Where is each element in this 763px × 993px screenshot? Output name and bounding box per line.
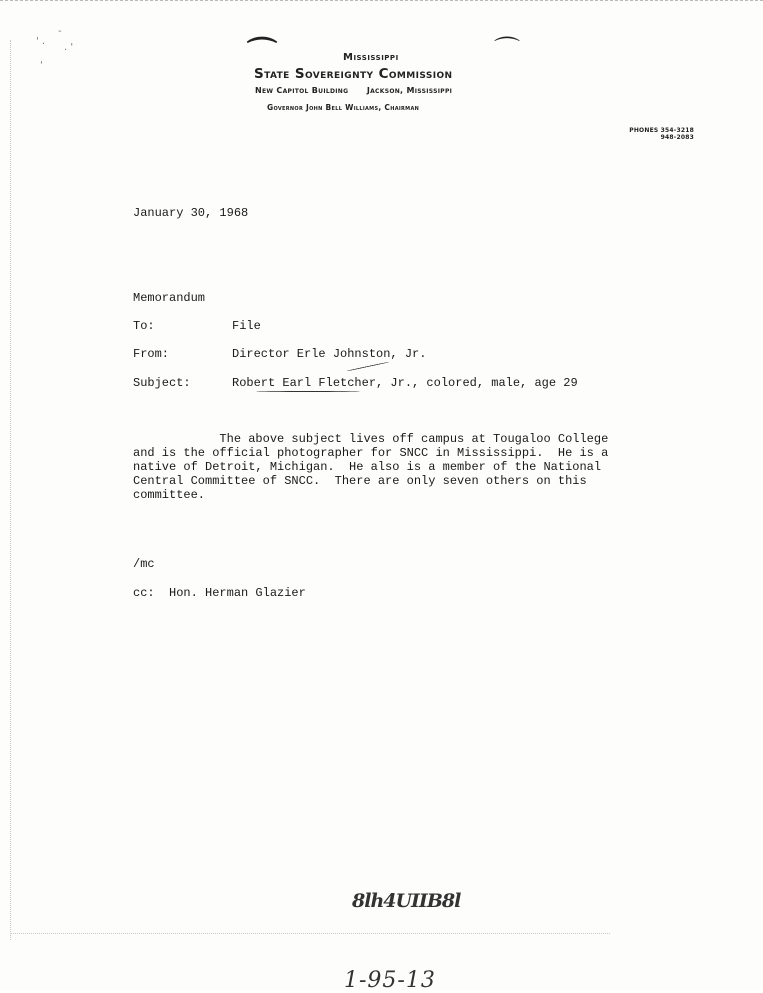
letterhead-address: New Capitol Building Jackson, Mississippi [255, 86, 453, 95]
letterhead-bracket-left: ⌒ [247, 36, 277, 71]
subject-underline-mark [256, 391, 360, 392]
letterhead-governor: Governor John Bell Williams, Chairman [267, 103, 420, 112]
scan-noise-line [10, 933, 610, 934]
phone-number-2: 948-2083 [660, 134, 694, 141]
scan-speckle: . ' [64, 42, 74, 53]
memo-to-value: File [232, 319, 261, 333]
memo-to-label: To: [133, 319, 155, 333]
memo-initials: /mc [133, 557, 155, 571]
memo-from-value: Director Erle Johnston, Jr. [232, 347, 427, 361]
scan-edge-left [10, 40, 11, 940]
memo-subject-label: Subject: [133, 376, 191, 390]
memo-body-line: The above subject lives off campus at Tougaloo College [133, 432, 609, 446]
subject-check-mark [346, 361, 389, 371]
memo-date: January 30, 1968 [133, 206, 249, 220]
memo-cc: cc: Hon. Herman Glazier [133, 586, 306, 600]
scan-speckle: ' . [36, 36, 46, 47]
memo-body-line: Central Committee of SNCC. There are only seven others on this [133, 474, 587, 488]
memo-from-label: From: [133, 347, 170, 361]
memo-body-line: and is the official photographer for SNCC in Mississippi. He is a [133, 446, 609, 460]
letterhead-title: State Sovereignty Commission [254, 66, 453, 82]
file-number-handwritten: 1-95-13 [344, 968, 436, 993]
letterhead-state: Mississippi [343, 52, 399, 63]
serial-stamp: 8lh4UIIB8l [352, 890, 461, 912]
letterhead-phones [629, 127, 694, 141]
scan-edge-top [0, 0, 763, 1]
phone-number-1: PHONES 354-3218 [629, 127, 694, 134]
memo-body-line: committee. [133, 488, 206, 502]
letterhead-bracket-right: ⌒ [494, 36, 521, 66]
scan-speckle: - [58, 26, 62, 37]
memo-body-line: native of Detroit, Michigan. He also is a member of the National [133, 460, 602, 474]
memo-type: Memorandum [133, 291, 206, 305]
memo-subject-value: Robert Earl Fletcher, Jr., colored, male, age 29 [232, 376, 578, 390]
scan-speckle: ' [40, 60, 43, 71]
